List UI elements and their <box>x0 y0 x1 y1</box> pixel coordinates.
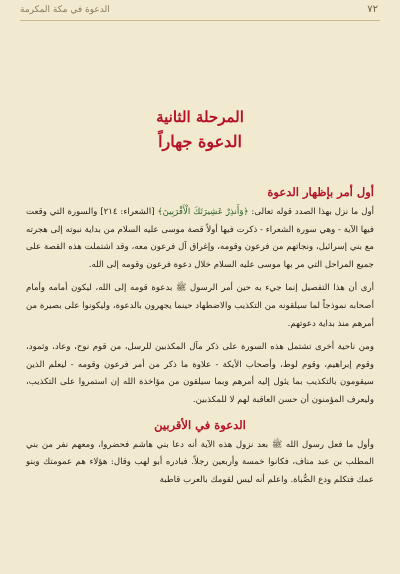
chapter-title-block <box>0 108 400 151</box>
paragraph-3: ومن ناحية أخرى تشتمل هذه السورة على ذكر مآل المكذبين للرسل، من قوم نوح، وعاد، وثمود، وقوم إبراهيم، وقوم لوط، وأصحاب الأيكة - علاوة ما ذكر من أمر فرعون وقومه - ليعلم الذين سيقومون بالتكذيب بما يئول إليه أمرهم وبما سيلقون من مؤاخذة الله إن استمروا على التكذيب، وليعرف المؤمنون أن حسن العاقبة لهم لا للمكذبين. <box>26 342 374 405</box>
header-rule <box>20 20 380 21</box>
chapter-title: المرحلة الثانية <box>156 108 244 126</box>
quran-verse: ﴿وَأَنذِرْ عَشِيرَتَكَ الْأَقْرَبِينَ﴾ <box>157 207 249 217</box>
chapter-subtitle: الدعوة جهاراً <box>158 132 242 151</box>
paragraph-4: وأول ما فعل رسول الله ﷺ بعد نزول هذه الآية أنه دعا بني هاشم فحضروا، ومعهم نفر من بني المطلب بن عبد مناف، فكانوا خمسة وأربعين رجلاً. فبادره أبو لهب وقال: هؤلاء هم عمومتك وبنو عمك فتكلم ودع الصُّباة. واعلم أنه ليس لقومك بالعرب قاطبة <box>26 439 374 485</box>
section-heading-kinsfolk: الدعوة في الأقربين <box>154 417 246 432</box>
page-number: ٧٢ <box>367 4 378 15</box>
section-heading-first-command: أول أمر بإظهار الدعوة <box>267 185 374 199</box>
paragraph-1-intro: أول ما نزل بهذا الصدد قوله تعالى: <box>248 207 374 217</box>
paragraph-1 <box>26 204 374 274</box>
page-body <box>26 183 374 495</box>
paragraph-1-body: [الشعراء: ٢١٤] والسورة التي وقعت فيها الآية - وهي سورة الشعراء - ذكرت فيها أولاً قصة موسى عليه السلام من بداية نبوته إلى هجرته مع بني إسرائيل، ونجاتهم من فرعون وقومه، وإغراق آل فرعون معه، وقد اشتملت هذه القصة على جميع المراحل التي مر بها موسى عليه السلام خلال دعوة فرعون وقومه إلى الله. <box>26 207 374 270</box>
running-head-title: الدعوة في مكة المكرمة <box>20 4 110 15</box>
running-head <box>20 4 378 15</box>
paragraph-2: أرى أن هذا التفصيل إنما جيء به حين أمر الرسول ﷺ بدعوة قومه إلى الله، ليكون أمامه وأمام أصحابه نموذجاً لما سيلقونه من التكذيب والاضطهاد حينما يجهرون بالدعوة، وليكونوا على بصيرة من أمرهم منذ بداية دعوتهم. <box>26 283 374 329</box>
